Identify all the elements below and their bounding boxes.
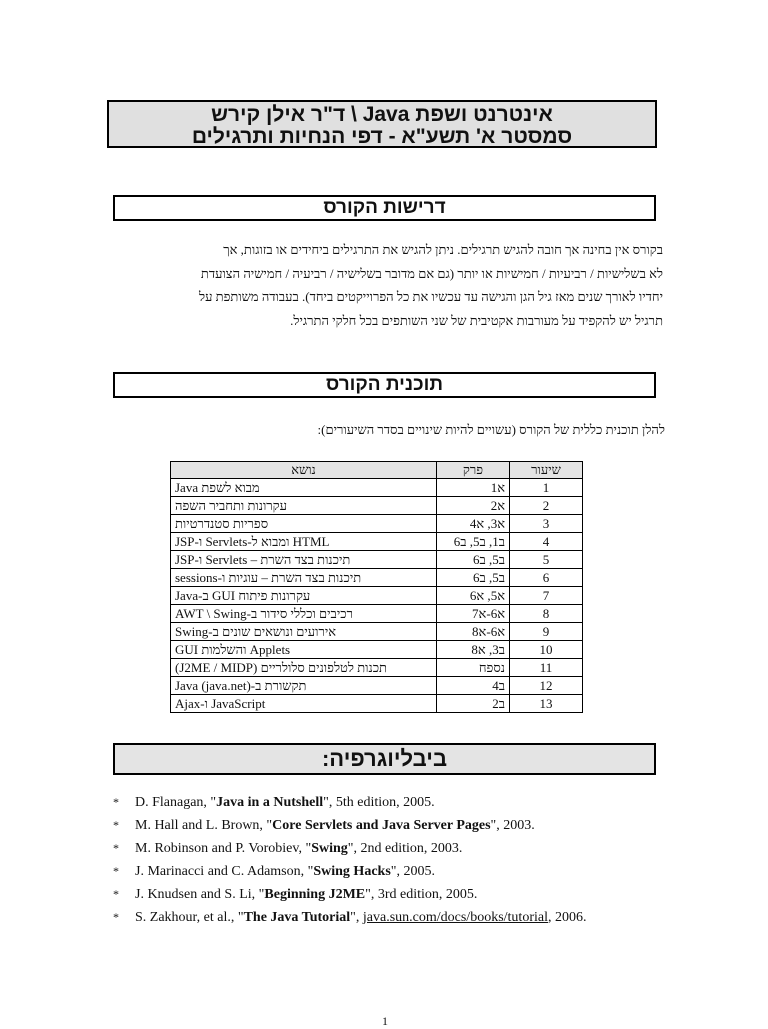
topic-cell: אירועים ונושאים שונים ב-Swing xyxy=(171,623,437,641)
bullet-star-icon: * xyxy=(113,864,119,878)
table-row xyxy=(171,533,583,551)
topic-cell: תיכנות בצד השרת – Servlets ו-JSP xyxy=(171,551,437,569)
column-header-lesson: שיעור xyxy=(510,462,583,479)
bullet-star-icon: * xyxy=(113,795,119,809)
table-row xyxy=(171,551,583,569)
bibliography-item xyxy=(113,814,586,837)
page-number: 1 xyxy=(382,1014,388,1028)
program-heading: תוכנית הקורס xyxy=(113,372,656,398)
citation-details: ", 2003. xyxy=(490,818,535,833)
table-row xyxy=(171,587,583,605)
table-row xyxy=(171,695,583,713)
citation-details: ", 5th edition, 2005. xyxy=(323,795,435,810)
lesson-cell: 5 xyxy=(510,551,583,569)
citation-authors: S. Zakhour, et al., " xyxy=(135,910,244,925)
schedule-table xyxy=(170,461,583,713)
table-header-row xyxy=(171,462,583,479)
lesson-cell: 13 xyxy=(510,695,583,713)
bibliography-item xyxy=(113,860,586,883)
citation-title: Java in a Nutshell xyxy=(216,795,324,810)
requirements-line: בקורס אין בחינה אך חובה להגיש תרגילים. ניתן להגיש את התרגילים ביחידים או בזוגות, אך xyxy=(223,242,663,257)
lesson-cell: 1 xyxy=(510,479,583,497)
citation-link[interactable]: java.sun.com/docs/books/tutorial xyxy=(362,910,548,925)
citation-authors: J. Marinacci and C. Adamson, " xyxy=(135,864,314,879)
chapter-cell: ב3, א8 xyxy=(437,641,510,659)
topic-cell: מבוא לשפת Java xyxy=(171,479,437,497)
chapter-cell: ב5, ב6 xyxy=(437,551,510,569)
chapter-cell: נספח xyxy=(437,659,510,677)
chapter-cell: א1 xyxy=(437,479,510,497)
citation-title: Core Servlets and Java Server Pages xyxy=(272,818,491,833)
chapter-cell: ב2 xyxy=(437,695,510,713)
topic-cell: תיכנות בצד השרת – עוגיות ו-sessions xyxy=(171,569,437,587)
title-line-1: אינטרנט ושפת Java \ ד"ר אילן קירש xyxy=(211,103,553,126)
citation-details: ", 2005. xyxy=(390,864,435,879)
chapter-cell: ב4 xyxy=(437,677,510,695)
citation-title: Beginning J2ME xyxy=(264,887,366,902)
chapter-cell: א3, א4 xyxy=(437,515,510,533)
chapter-cell: ב5, ב6 xyxy=(437,569,510,587)
bullet-star-icon: * xyxy=(113,841,119,855)
requirements-line: תרגיל יש להקפיד על מעורבות אקטיבית של שני השותפים בכל חלקי התרגיל. xyxy=(290,312,663,328)
citation-details: ", xyxy=(350,910,363,925)
citation-title: The Java Tutorial xyxy=(243,910,351,925)
lesson-cell: 9 xyxy=(510,623,583,641)
topic-cell: תקשורת ב-Java (java.net) xyxy=(171,677,437,695)
schedule-body xyxy=(171,479,583,713)
table-row xyxy=(171,569,583,587)
table-row xyxy=(171,623,583,641)
topic-cell: ספריות סטנדרטיות xyxy=(171,515,437,533)
topic-cell: HTML ומבוא ל-Servlets ו-JSP xyxy=(171,533,437,551)
citation-authors: M. Robinson and P. Vorobiev, " xyxy=(135,841,312,856)
lesson-cell: 7 xyxy=(510,587,583,605)
bullet-star-icon: * xyxy=(113,910,119,924)
requirements-paragraph xyxy=(113,238,663,332)
table-row xyxy=(171,479,583,497)
citation-authors: J. Knudsen and S. Li, " xyxy=(135,887,265,902)
topic-cell: Applets והשלמות GUI xyxy=(171,641,437,659)
lesson-cell: 2 xyxy=(510,497,583,515)
column-header-topic: נושא xyxy=(171,462,437,479)
lesson-cell: 12 xyxy=(510,677,583,695)
title-line-2: סמסטר א' תשע"א - דפי הנחיות ותרגילים xyxy=(191,125,573,148)
document-title xyxy=(107,100,657,148)
lesson-cell: 8 xyxy=(510,605,583,623)
citation-authors: D. Flanagan, " xyxy=(135,795,217,810)
chapter-cell: א5, א6 xyxy=(437,587,510,605)
table-row xyxy=(171,677,583,695)
table-row xyxy=(171,641,583,659)
citation-authors: M. Hall and L. Brown, " xyxy=(135,818,273,833)
bibliography-list xyxy=(113,791,586,929)
citation-year: , 2006. xyxy=(547,910,587,925)
topic-cell: תכנות לטלפונים סלולריים (J2ME / MIDP) xyxy=(171,659,437,677)
bibliography-heading: ביבליוגרפיה: xyxy=(113,743,656,775)
topic-cell: עקרונות פיתוח GUI ב-Java xyxy=(171,587,437,605)
requirements-line: יחדיו לאורך שנים מאז גיל הגן והגישה עד עכשיו את כל הפרוייקטים ביחד). בעבודה משותפת על xyxy=(198,289,663,304)
chapter-cell: א2 xyxy=(437,497,510,515)
bullet-star-icon: * xyxy=(113,818,119,832)
table-row xyxy=(171,659,583,677)
citation-title: Swing Hacks xyxy=(313,864,391,879)
lesson-cell: 4 xyxy=(510,533,583,551)
bibliography-item xyxy=(113,906,586,929)
chapter-cell: א6-א7 xyxy=(437,605,510,623)
topic-cell: רכיבים וכללי סידור ב-AWT \ Swing xyxy=(171,605,437,623)
chapter-cell: א6-א8 xyxy=(437,623,510,641)
table-row xyxy=(171,605,583,623)
lesson-cell: 3 xyxy=(510,515,583,533)
table-row xyxy=(171,497,583,515)
lesson-cell: 6 xyxy=(510,569,583,587)
requirements-line: לא בשלישיות / רביעיות / חמישיות או יותר (גם אם מדובר בשלישיה / רביעיה / חמישיה הצועדת xyxy=(200,265,663,281)
topic-cell: JavaScript ו-Ajax xyxy=(171,695,437,713)
lesson-cell: 11 xyxy=(510,659,583,677)
requirements-heading: דרישות הקורס xyxy=(113,195,656,221)
citation-details: ", 2nd edition, 2003. xyxy=(347,841,463,856)
citation-details: ", 3rd edition, 2005. xyxy=(365,887,478,902)
citation-title: Swing xyxy=(311,841,348,856)
bibliography-item xyxy=(113,791,586,814)
bibliography-item xyxy=(113,837,586,860)
program-intro: להלן תוכנית כללית של הקורס (עשויים להיות שינויים בסדר השיעורים): xyxy=(317,422,665,437)
bibliography-item xyxy=(113,883,586,906)
chapter-cell: ב1, ב5, ב6 xyxy=(437,533,510,551)
column-header-chapter: פרק xyxy=(437,462,510,479)
lesson-cell: 10 xyxy=(510,641,583,659)
bullet-star-icon: * xyxy=(113,887,119,901)
table-row xyxy=(171,515,583,533)
topic-cell: עקרונות ותחביר השפה xyxy=(171,497,437,515)
